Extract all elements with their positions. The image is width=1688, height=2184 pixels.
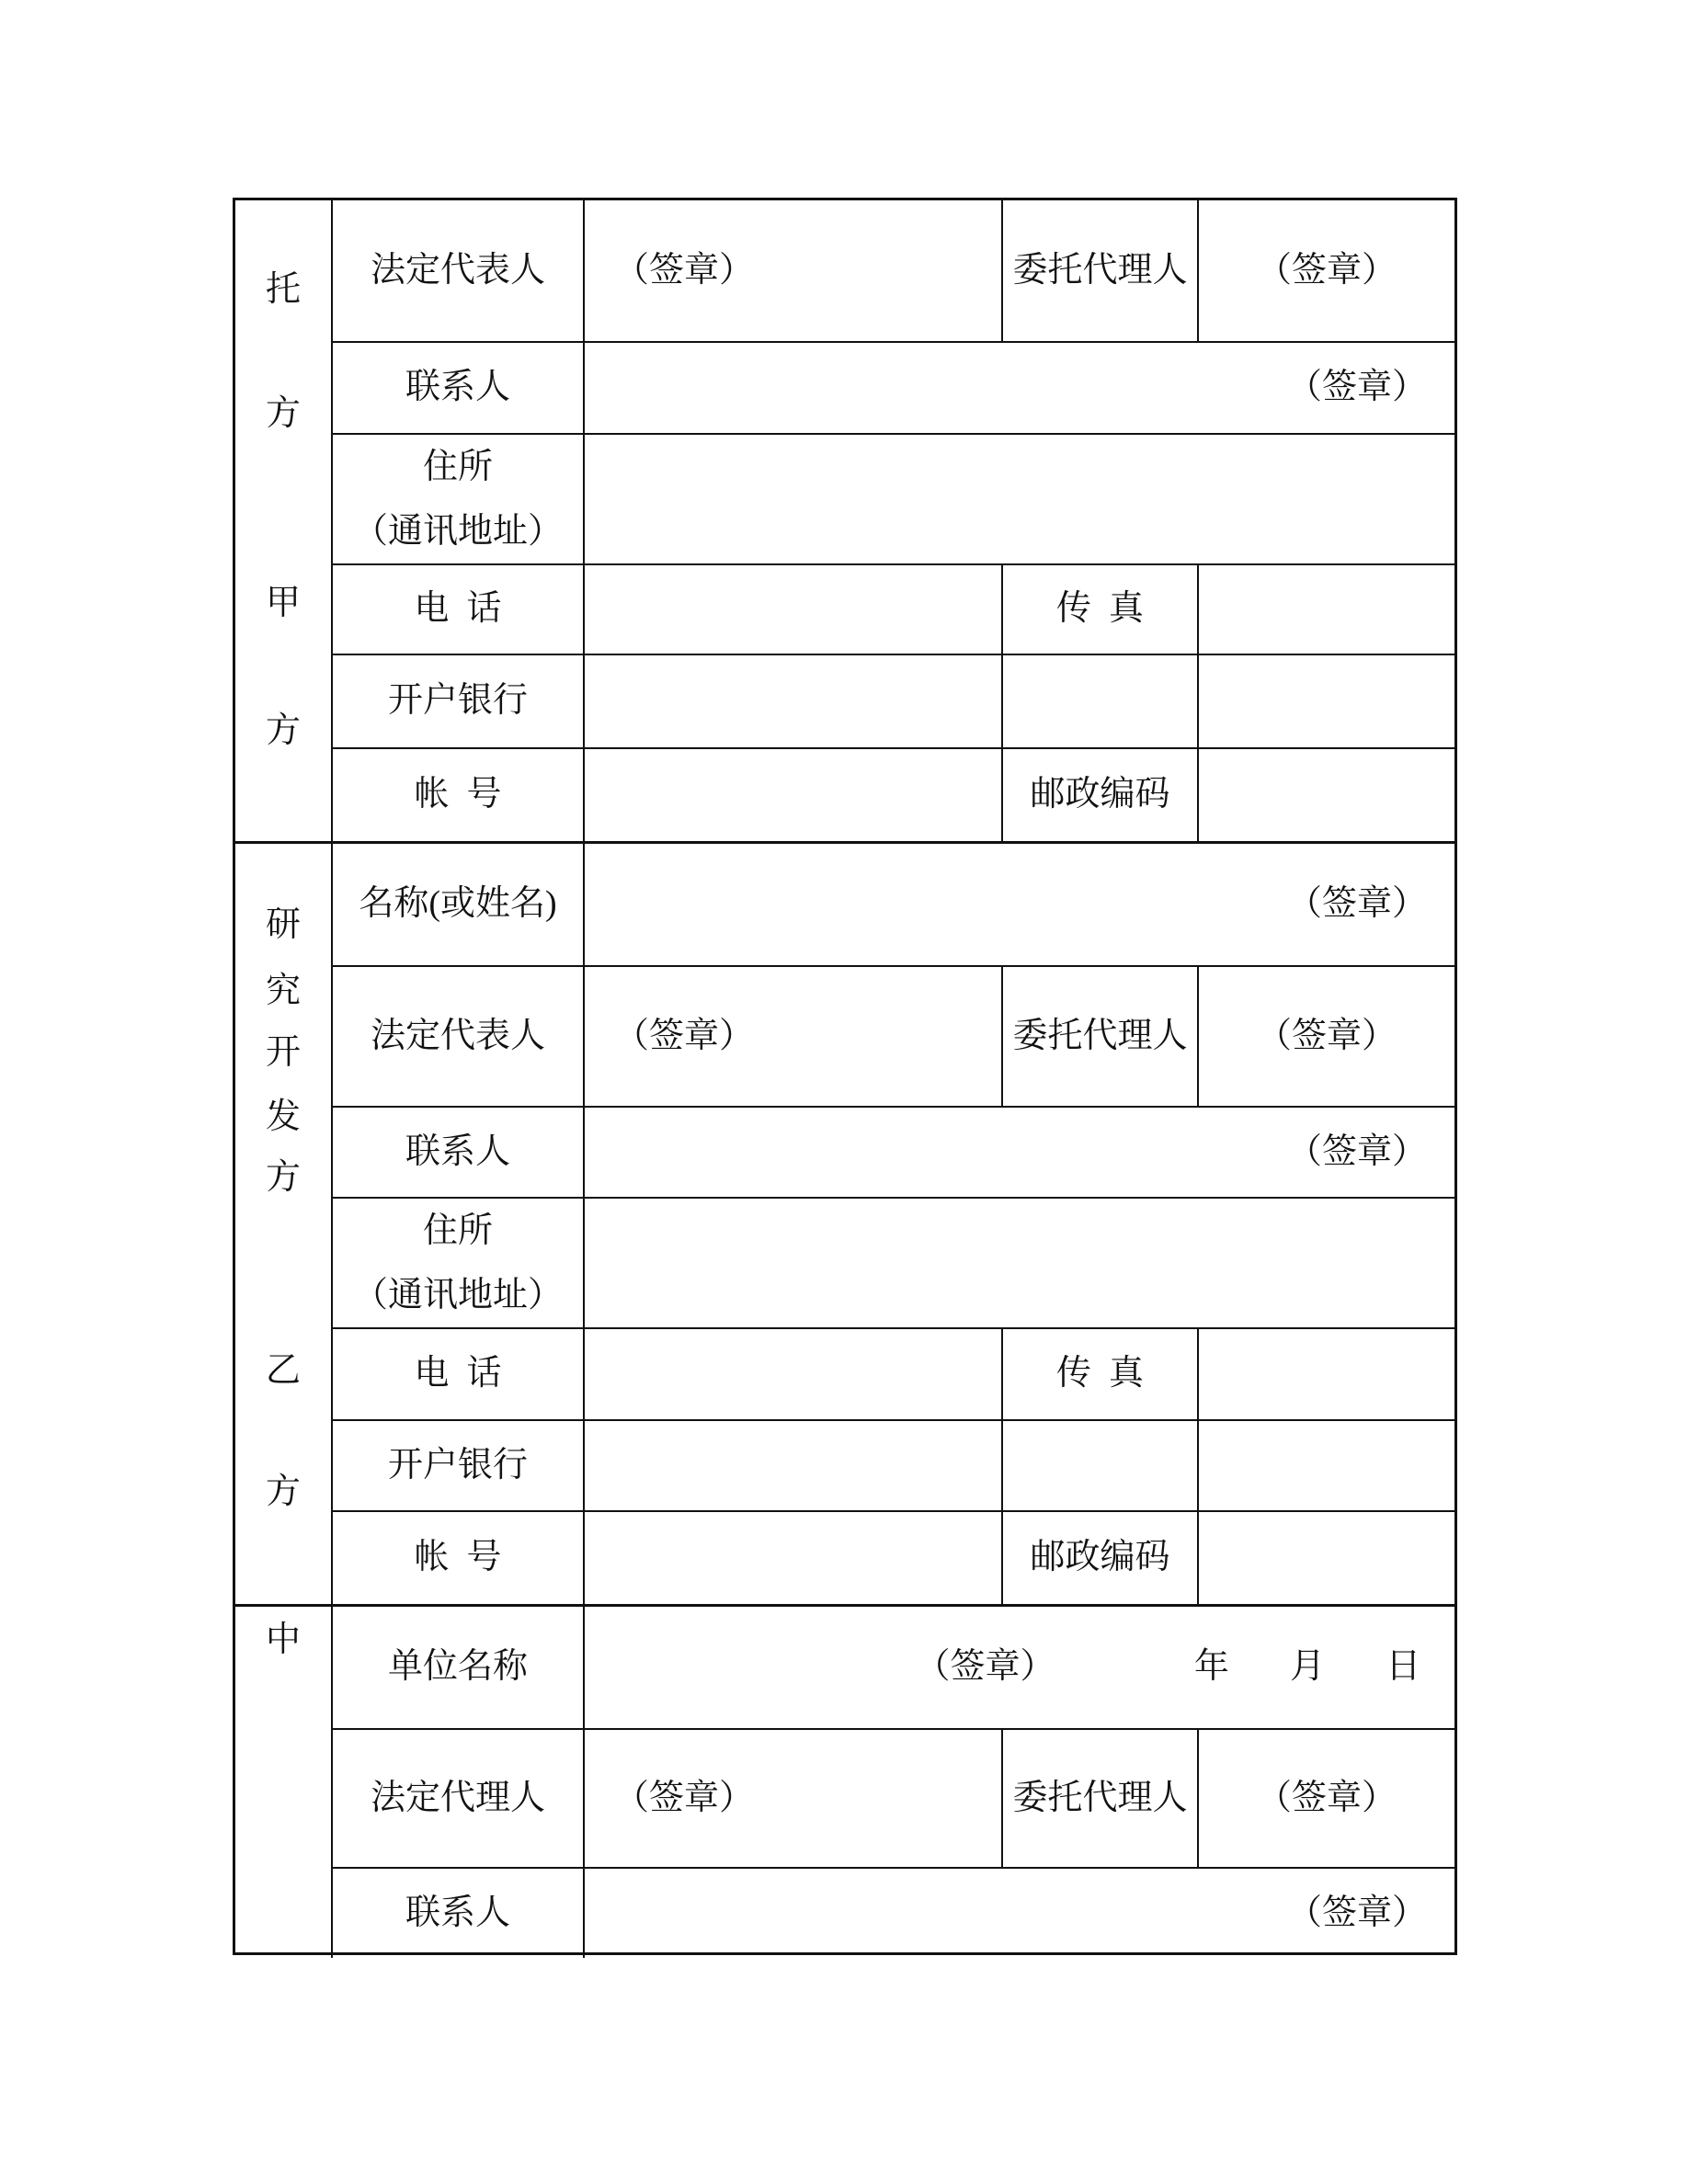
year-label: 年	[1193, 1647, 1229, 1687]
field-label: 委托代理人	[1012, 1016, 1188, 1055]
label-cell	[333, 967, 583, 1105]
signature-area	[1197, 967, 1454, 1105]
row-bank-b	[333, 1419, 1454, 1511]
signature-area	[583, 1108, 1454, 1198]
signature-area	[583, 343, 1454, 433]
party-a-vertical-label	[235, 200, 333, 841]
seal-placeholder: （签章）	[1256, 1016, 1397, 1055]
row-account-postcode-a	[333, 747, 1454, 841]
field-label: 开户银行	[387, 681, 528, 721]
field-label: 传真	[1055, 589, 1161, 629]
row-contact-person-a	[333, 341, 1454, 433]
party-label-char: 托	[265, 269, 301, 309]
label-cell	[1001, 565, 1197, 654]
label-cell	[333, 1421, 583, 1511]
seal-placeholder: （签章）	[614, 1778, 755, 1817]
field-label: （通讯地址）	[352, 1276, 563, 1315]
label-cell	[333, 1108, 583, 1198]
party-label-char: 方	[265, 1158, 301, 1198]
label-cell	[333, 1199, 583, 1327]
field-label: 开户银行	[387, 1445, 528, 1484]
field-label: 联系人	[405, 1893, 510, 1932]
row-legal-representative-b	[333, 965, 1454, 1105]
month-label: 月	[1290, 1647, 1326, 1687]
signature-date-area	[583, 1607, 1454, 1728]
party-label-char: 方	[265, 394, 301, 434]
field-label: 联系人	[405, 368, 510, 407]
label-cell	[1001, 1329, 1197, 1419]
party-label-char: 甲	[265, 583, 301, 622]
signature-table	[233, 198, 1457, 1955]
value-area	[1197, 749, 1454, 841]
value-area	[583, 655, 1001, 747]
seal-placeholder: （签章）	[1256, 250, 1397, 290]
label-cell	[1001, 749, 1197, 841]
party-label-char: 乙	[265, 1351, 301, 1391]
row-phone-fax-b	[333, 1327, 1454, 1419]
section-party-b	[235, 841, 1454, 1604]
label-cell	[333, 435, 583, 563]
label-cell	[333, 844, 583, 965]
party-c-vertical-label	[235, 1607, 333, 1958]
field-label: 法定代理人	[370, 1778, 545, 1817]
field-label: 电话	[414, 1354, 519, 1393]
value-area	[1197, 655, 1454, 747]
party-b-vertical-label	[235, 844, 333, 1604]
field-label: 联系人	[405, 1132, 510, 1171]
value-area	[1197, 1512, 1454, 1604]
field-label: 邮政编码	[1030, 1538, 1170, 1577]
seal-placeholder: （签章）	[1286, 1893, 1427, 1932]
signature-area	[583, 1730, 1001, 1867]
field-label: 单位名称	[387, 1647, 528, 1687]
label-cell	[333, 343, 583, 433]
row-phone-fax-a	[333, 563, 1454, 654]
row-bank-a	[333, 654, 1454, 747]
seal-placeholder: （签章）	[1256, 1778, 1397, 1817]
label-cell	[1001, 1512, 1197, 1604]
field-label: 委托代理人	[1012, 1778, 1188, 1817]
row-name-or-personal-name-b	[333, 844, 1454, 965]
field-label: 委托代理人	[1012, 250, 1188, 290]
field-label: 帐号	[414, 775, 519, 814]
label-cell	[333, 1730, 583, 1867]
row-address-b	[333, 1197, 1454, 1327]
signature-area	[583, 1869, 1454, 1958]
label-cell	[333, 1607, 583, 1728]
party-label-char: 方	[265, 711, 301, 751]
party-label-char: 发	[265, 1097, 301, 1136]
label-cell	[333, 749, 583, 841]
value-area	[1001, 1421, 1197, 1511]
seal-placeholder: （签章）	[1286, 884, 1427, 924]
party-label-char: 开	[265, 1033, 301, 1073]
label-cell	[333, 200, 583, 341]
value-area	[1197, 1329, 1454, 1419]
seal-placeholder: （签章）	[614, 250, 755, 290]
signature-area	[583, 967, 1001, 1105]
row-legal-representative-a	[333, 200, 1454, 341]
seal-placeholder: （签章）	[614, 1016, 755, 1055]
field-label: 电话	[414, 589, 519, 629]
field-label: 邮政编码	[1030, 775, 1170, 814]
label-cell	[1001, 1730, 1197, 1867]
party-label-char: 中	[265, 1620, 301, 1659]
row-contact-person-c	[333, 1867, 1454, 1958]
value-area	[1197, 565, 1454, 654]
label-cell	[333, 1329, 583, 1419]
signature-area	[583, 844, 1454, 965]
seal-placeholder: （签章）	[1286, 1132, 1427, 1171]
row-account-postcode-b	[333, 1510, 1454, 1604]
field-label: 帐号	[414, 1538, 519, 1577]
row-unit-name-date-c	[333, 1607, 1454, 1728]
field-label: 名称(或姓名)	[359, 884, 557, 924]
section-party-a	[235, 200, 1454, 841]
signature-area	[1197, 200, 1454, 341]
section-party-c	[235, 1604, 1454, 1958]
row-address-a	[333, 433, 1454, 563]
field-label: 住所	[422, 448, 493, 486]
field-label: （通讯地址）	[352, 512, 563, 551]
signature-area	[1197, 1730, 1454, 1867]
party-label-char: 究	[265, 971, 301, 1010]
row-legal-agent-c	[333, 1728, 1454, 1867]
value-area	[583, 435, 1454, 563]
day-label: 日	[1386, 1647, 1421, 1687]
field-label: 传真	[1055, 1354, 1161, 1393]
value-area	[583, 565, 1001, 654]
label-cell	[333, 565, 583, 654]
label-cell	[1001, 200, 1197, 341]
label-cell	[333, 1869, 583, 1958]
value-area	[583, 1199, 1454, 1327]
field-label: 法定代表人	[370, 1016, 545, 1055]
value-area	[583, 1329, 1001, 1419]
value-area	[583, 1512, 1001, 1604]
seal-placeholder: （签章）	[1286, 368, 1427, 407]
field-label: 法定代表人	[370, 250, 545, 290]
party-label-char: 方	[265, 1473, 301, 1512]
label-cell	[1001, 967, 1197, 1105]
field-label: 住所	[422, 1211, 493, 1251]
value-area	[1001, 655, 1197, 747]
row-contact-person-b	[333, 1106, 1454, 1198]
signature-area	[583, 200, 1001, 341]
label-cell	[333, 1512, 583, 1604]
value-area	[583, 1421, 1001, 1511]
value-area	[1197, 1421, 1454, 1511]
seal-placeholder: （签章）	[915, 1647, 1055, 1687]
label-cell	[333, 655, 583, 747]
party-label-char: 研	[265, 904, 301, 944]
value-area	[583, 749, 1001, 841]
